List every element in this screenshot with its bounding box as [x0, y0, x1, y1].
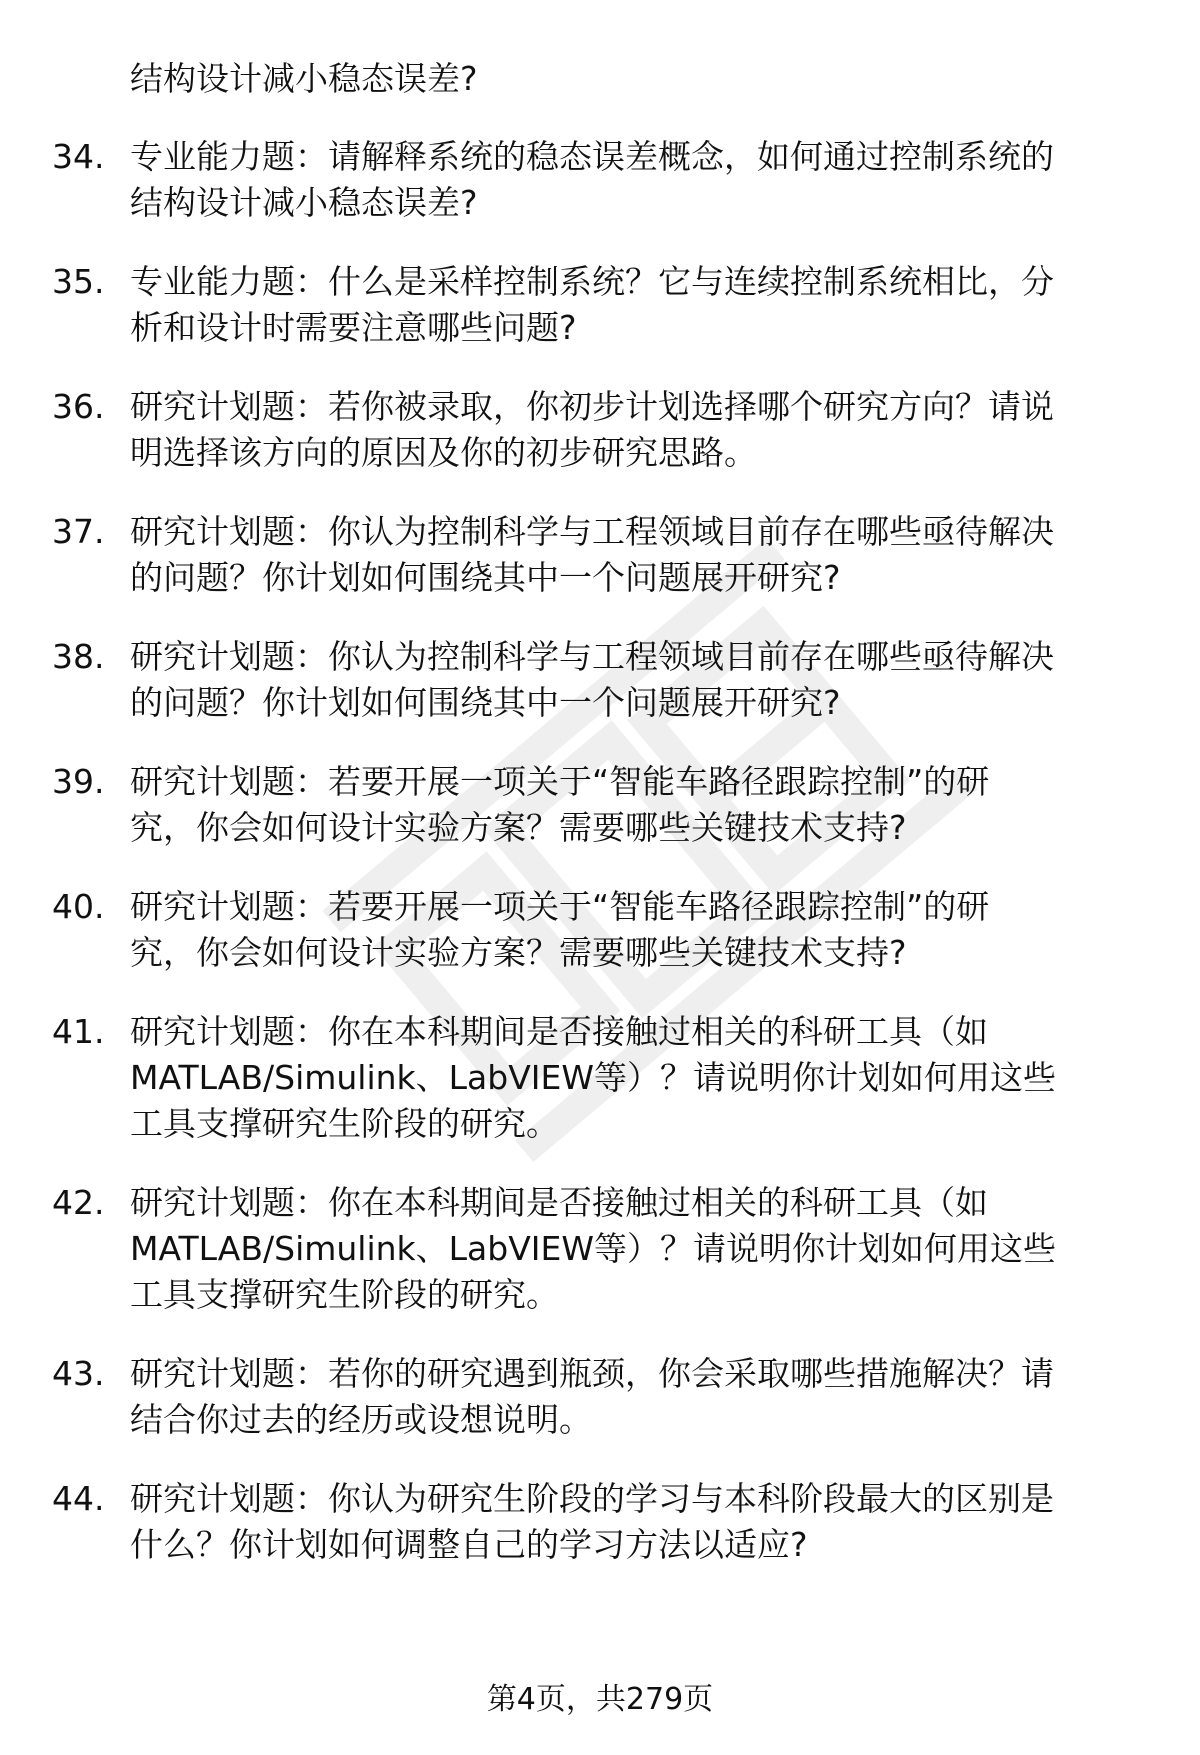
question-text: [0, 259, 1140, 351]
question-item: [0, 634, 1200, 726]
question-number: 43.: [52, 1354, 105, 1393]
question-text-line: 什么？你计划如何调整自己的学习方法以适应?: [130, 1525, 808, 1564]
question-text-line: 研究计划题：你认为研究生阶段的学习与本科阶段最大的区别是: [130, 1479, 1054, 1518]
question-text-line: 研究计划题：若要开展一项关于“智能车路径跟踪控制”的研: [130, 762, 990, 801]
question-text-line: MATLAB/Simulink、LabVIEW等）？请说明你计划如何用这些: [130, 1229, 1056, 1268]
question-text-line: 研究计划题：你在本科期间是否接触过相关的科研工具（如: [130, 1012, 988, 1051]
question-item: [0, 884, 1200, 976]
question-text: [0, 1351, 1140, 1443]
question-text-line: 明选择该方向的原因及你的初步研究思路。: [130, 433, 757, 472]
question-list: [0, 134, 1200, 1601]
question-text: [0, 634, 1140, 726]
question-text-line: 研究计划题：你认为控制科学与工程领域目前存在哪些亟待解决: [130, 512, 1054, 551]
question-text-line: 研究计划题：你在本科期间是否接触过相关的科研工具（如: [130, 1183, 988, 1222]
question-number: 42.: [52, 1183, 105, 1222]
question-text: [0, 134, 1140, 226]
question-text-line: 专业能力题：请解释系统的稳态误差概念，如何通过控制系统的: [130, 137, 1054, 176]
question-text: [0, 759, 1140, 851]
question-number: 40.: [52, 887, 105, 926]
continuation-text: 结构设计减小稳态误差?: [130, 59, 478, 98]
question-number: 44.: [52, 1479, 105, 1518]
question-text-line: 究，你会如何设计实验方案？需要哪些关键技术支持?: [130, 808, 907, 847]
question-text-line: 析和设计时需要注意哪些问题?: [130, 308, 577, 347]
question-number: 39.: [52, 762, 105, 801]
question-item: [0, 1351, 1200, 1443]
question-text: [0, 1476, 1140, 1568]
question-text: [0, 384, 1140, 476]
question-text: [0, 509, 1140, 601]
question-text-line: 的问题？你计划如何围绕其中一个问题展开研究?: [130, 558, 841, 597]
question-text: [0, 884, 1140, 976]
question-item: [0, 1180, 1200, 1318]
question-text-line: 的问题？你计划如何围绕其中一个问题展开研究?: [130, 683, 841, 722]
question-text-line: 究，你会如何设计实验方案？需要哪些关键技术支持?: [130, 933, 907, 972]
question-number: 36.: [52, 387, 105, 426]
question-number: 35.: [52, 262, 105, 301]
question-text: [0, 1180, 1140, 1318]
question-item: [0, 509, 1200, 601]
question-text-line: 工具支撑研究生阶段的研究。: [130, 1275, 559, 1314]
question-number: 38.: [52, 637, 105, 676]
question-item: [0, 1009, 1200, 1147]
question-text-line: 专业能力题：什么是采样控制系统？它与连续控制系统相比，分: [130, 262, 1054, 301]
question-text: [0, 1009, 1140, 1147]
question-number: 37.: [52, 512, 105, 551]
question-text-line: 研究计划题：你认为控制科学与工程领域目前存在哪些亟待解决: [130, 637, 1054, 676]
question-number: 34.: [52, 137, 105, 176]
question-text-line: 研究计划题：若要开展一项关于“智能车路径跟踪控制”的研: [130, 887, 990, 926]
question-text-line: 工具支撑研究生阶段的研究。: [130, 1104, 559, 1143]
question-text-line: 结构设计减小稳态误差?: [130, 183, 478, 222]
question-item: [0, 259, 1200, 351]
question-item: [0, 134, 1200, 226]
question-number: 41.: [52, 1012, 105, 1051]
question-text-line: 结合你过去的经历或设想说明。: [130, 1400, 592, 1439]
question-text-line: MATLAB/Simulink、LabVIEW等）？请说明你计划如何用这些: [130, 1058, 1056, 1097]
question-text-line: 研究计划题：若你被录取，你初步计划选择哪个研究方向？请说: [130, 387, 1054, 426]
question-item: [0, 384, 1200, 476]
page-footer: 第4页，共279页: [486, 1682, 714, 1717]
question-text-line: 研究计划题：若你的研究遇到瓶颈，你会采取哪些措施解决？请: [130, 1354, 1054, 1393]
question-item: [0, 759, 1200, 851]
question-item: [0, 1476, 1200, 1568]
